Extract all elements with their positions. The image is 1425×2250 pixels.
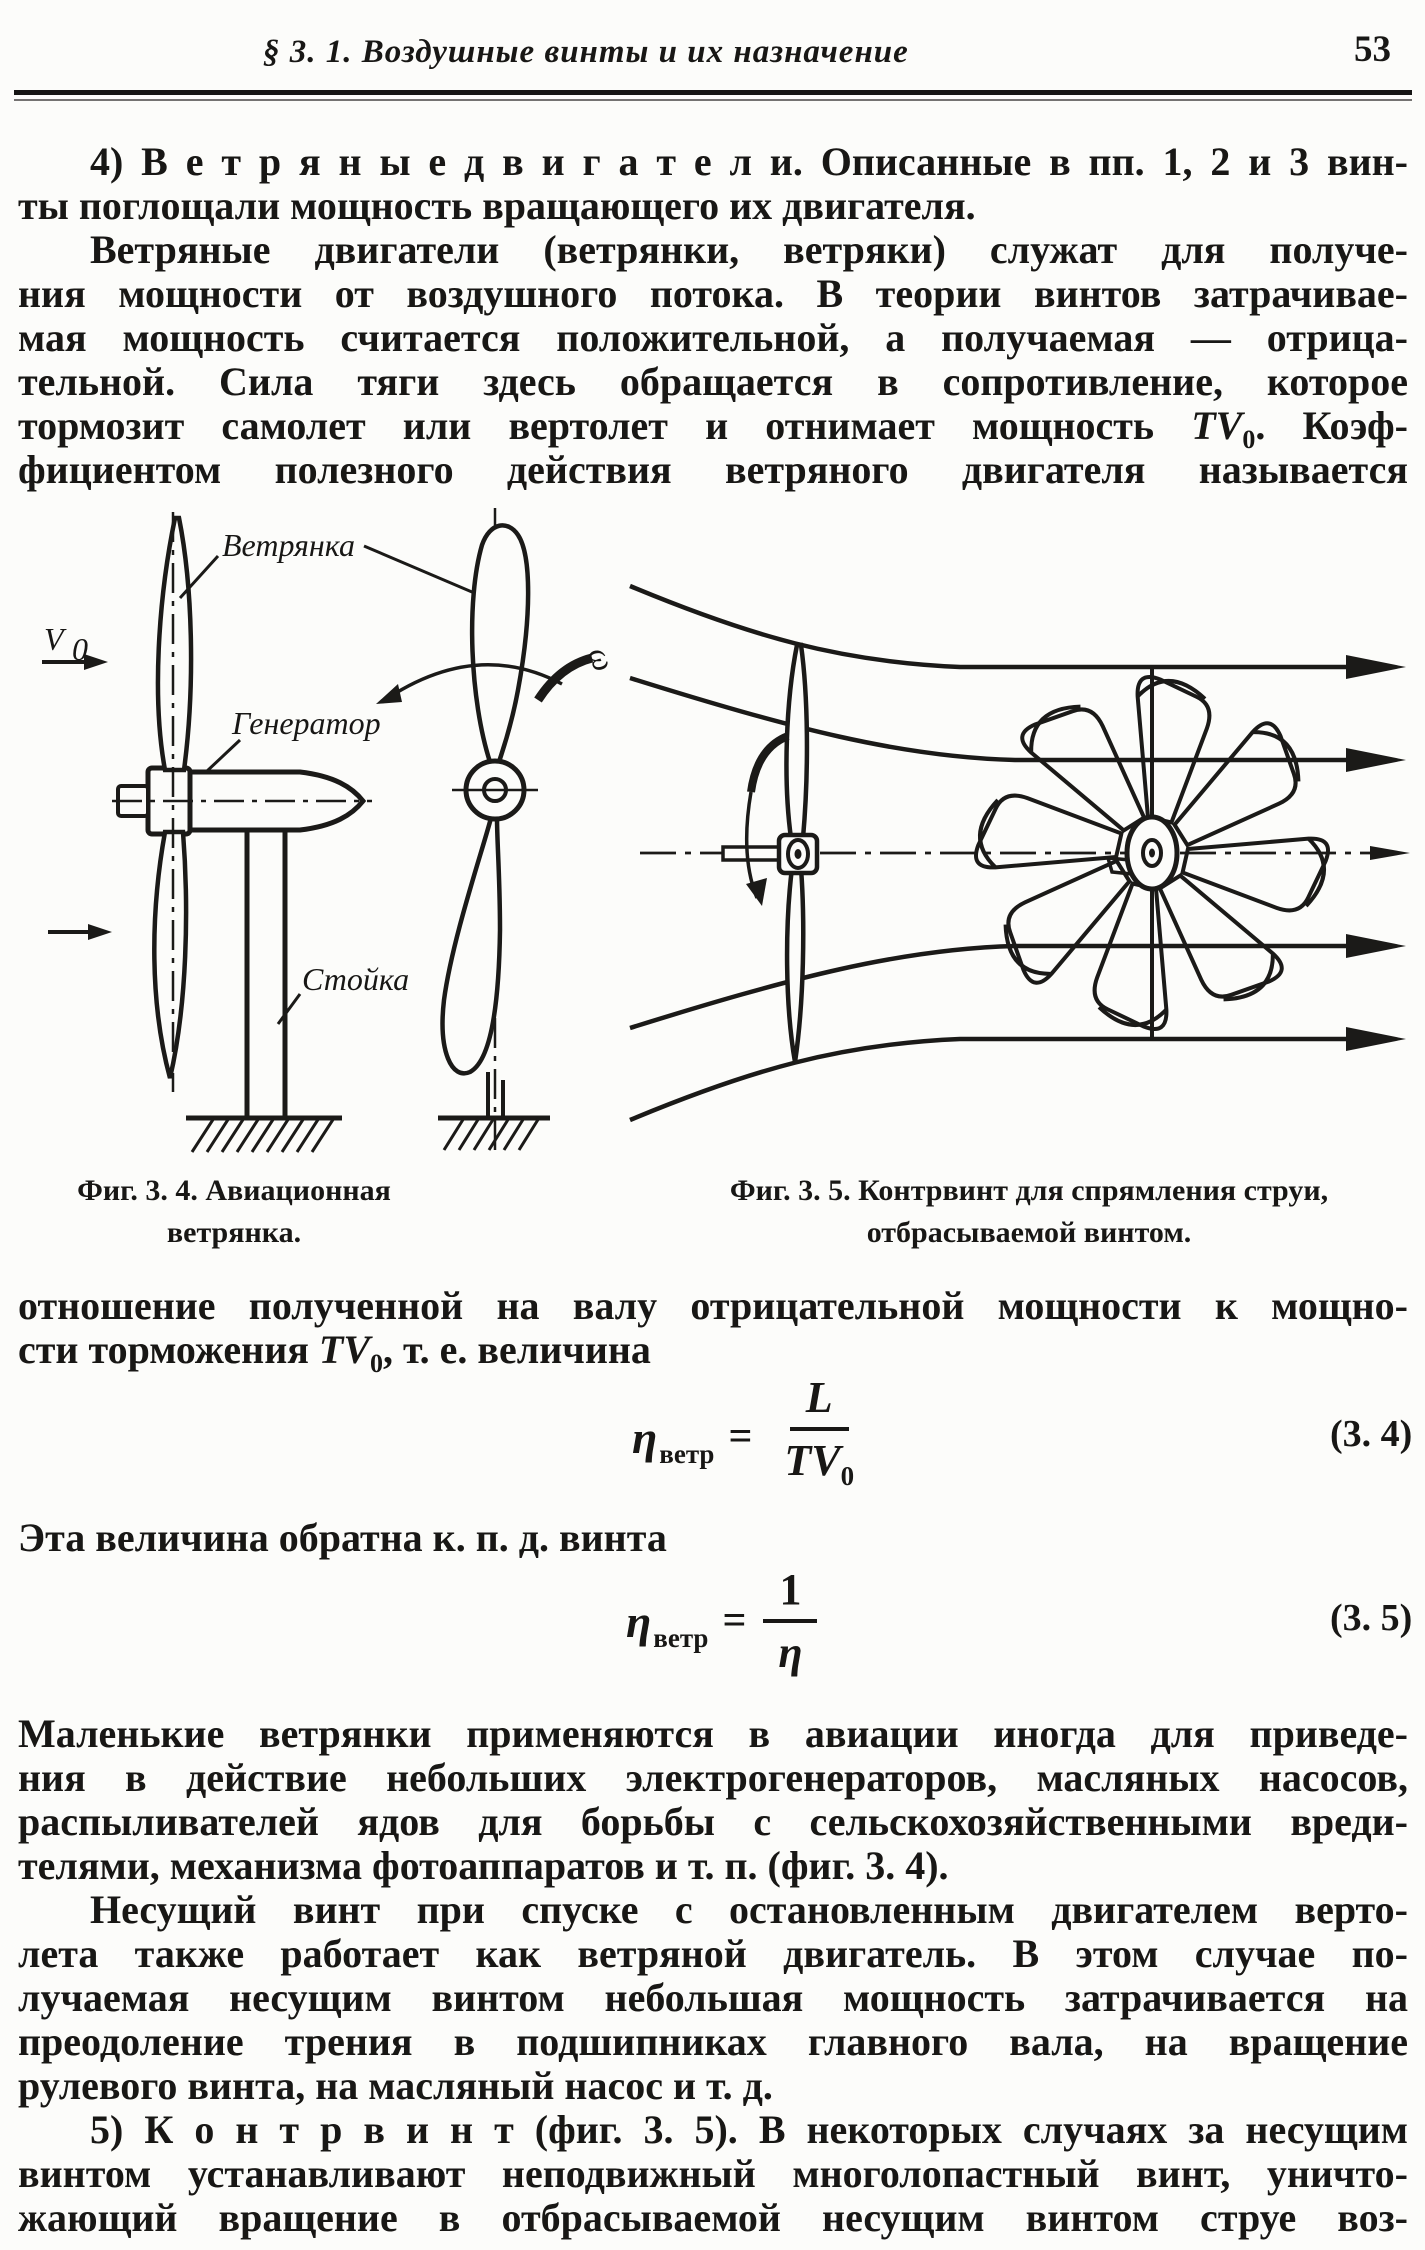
paragraph-main-rotor [18,1888,1408,2108]
front-blade-upper [472,525,528,762]
omega-arc-head [376,684,402,704]
stand-post [247,830,285,1118]
figures-illustration [0,500,1425,1168]
paragraph-inverse [18,1516,1408,1560]
label-post: Стойка [302,961,410,997]
centerline-head [1370,846,1410,860]
text-line: жающий вращение в отбрасываемой несущим винтом струе воз- [18,2195,1408,2240]
equation-number-3-4: (3. 4) [1330,1413,1413,1455]
paragraph-ratio [18,1283,1408,1378]
streamline-5-head [1346,1027,1406,1051]
text-line: Несущий винт при спуске с остановленным двигателем верто- [90,1887,1408,1932]
streamline-2-head [1346,748,1406,772]
rotor-rotation-bold [751,736,788,792]
text-line: 5) К о н т р в и н т (фиг. 3. 5). В некоторых случаях за несущим [90,2107,1408,2152]
figure-3-5-caption [648,1170,1410,1254]
text-line: фициентом полезного действия ветряного двигателя называется [18,447,1408,492]
text-line: ты поглощали мощность вращающего их двигателя. [18,183,976,228]
text-line: ния мощности от воздушного потока. В теории винтов затрачивае- [18,271,1408,316]
fraction-numerator: L [790,1372,849,1431]
figure-3-5-caption-line1: Фиг. 3. 5. Контрвинт для спрямления струи, [729,1174,1329,1207]
propeller-blade-upper [158,518,191,770]
rotor-blade-top [786,645,806,838]
text-line: сти торможения $TV_0$, т. е. величина [18,1327,651,1378]
figure-3-4-caption: Фиг. 3. 4. Авиационная ветрянка. [77,1174,391,1249]
label-omega: ω [581,642,623,676]
eta-subscript: ветр [659,1438,715,1469]
figure-3-5-drawing [630,586,1410,1120]
propeller-blade-lower [154,832,186,1078]
label-v0-sub: 0 [72,631,88,667]
text-line: преодоление трения в подшипниках главного вала, на вращение [18,2019,1408,2064]
text-line: мая мощность считается положительной, а получаемая — отрица- [18,315,1408,360]
text-line: лучаемая несущим винтом небольшая мощность затрачивается на [18,1975,1408,2020]
rotor-blade-bottom [787,868,803,1062]
fraction [762,1564,818,1679]
leader-generator [206,740,240,772]
text-line: Ветряные двигатели (ветрянки, ветряки) служат для получе- [90,227,1408,272]
text-line: рулевого винта, на масляный насос и т. д. [18,2063,773,2108]
fraction-denominator: $TV_0$ [784,1436,855,1491]
rotor-hub-dot [795,849,802,859]
figure-3-5-caption-line2: отбрасываемой винтом. [866,1216,1192,1249]
eta-symbol: η [632,1411,658,1463]
text-line: Эта величина обратна к. п. д. винта [18,1515,667,1560]
page-number: 53 [1354,29,1391,70]
leader-blade-right [364,546,472,592]
text-line: лета также работает как ветряной двигатель. В этом случае по- [18,1931,1408,1976]
paragraph-4-wind-motors [18,140,1408,228]
leader-post [278,994,300,1024]
text-line: Маленькие ветрянки применяются в авиации иногда для приведе- [18,1711,1408,1756]
equals-sign: = [728,1414,753,1460]
fraction-denominator: η [778,1627,803,1677]
equation-number-3-5: (3. 5) [1330,1597,1413,1639]
label-generator: Генератор [232,705,381,741]
ground-hatching [192,1118,334,1152]
formula-3-4 [632,1372,870,1502]
text-line: телями, механизма фотоаппаратов и т. п. (фиг. 3. 4). [18,1843,949,1888]
text-line: тормозит самолет или вертолет и отнимает мощность $TV_0$. Коэф- [18,403,1409,454]
text-line: тельной. Сила тяги здесь обращается в сопротивление, которое [18,359,1408,404]
label-v0: V [44,621,64,657]
text-line: винтом устанавливают неподвижный многолопастный винт, уничто- [18,2151,1408,2196]
eta-subscript: ветр [653,1622,709,1653]
front-blade-lower [443,818,500,1073]
text-line: распыливателей ядов для борьбы с сельскохозяйственными вреди- [18,1799,1408,1844]
rotor-rotation-head [746,878,767,906]
formula-3-5 [626,1556,819,1686]
label-blade: Ветрянка [222,527,355,563]
text-line: отношение полученной на валу отрицательной мощности к мощно- [18,1283,1408,1328]
rotor-shaft [723,847,779,860]
paragraph-5-contraprop [18,2108,1408,2240]
paragraph-wind-motor-body [18,228,1408,492]
section-title: § 3. 1. Воздушные винты и их назначение [263,34,909,70]
ground-hatching-2 [444,1118,539,1150]
contraprop-hub-dot [1149,849,1155,858]
omega-arc-bold [538,658,592,700]
figure-3-4-drawing [42,508,623,1152]
streamline-1 [630,586,1350,667]
fraction-numerator: 1 [763,1564,817,1623]
header-rule-thin [14,99,1412,101]
streamline-5 [630,1039,1350,1120]
text-line: ния в действие небольших электрогенераторов, масляных насосов, [18,1755,1408,1800]
paragraph-small-windmills [18,1712,1408,1888]
text-line: 4) В е т р я н ы е д в и г а т е л и. Описанные в пп. 1, 2 и 3 вин- [90,139,1408,184]
eta-symbol: η [626,1595,652,1647]
streamline-4 [630,946,1350,1028]
flow-arrow-bottom-head [88,924,112,940]
streamline-4-head [1346,934,1406,958]
fraction [768,1372,870,1502]
header-rule [14,90,1412,95]
streamline-1-head [1346,655,1406,679]
equals-sign: = [722,1598,747,1644]
